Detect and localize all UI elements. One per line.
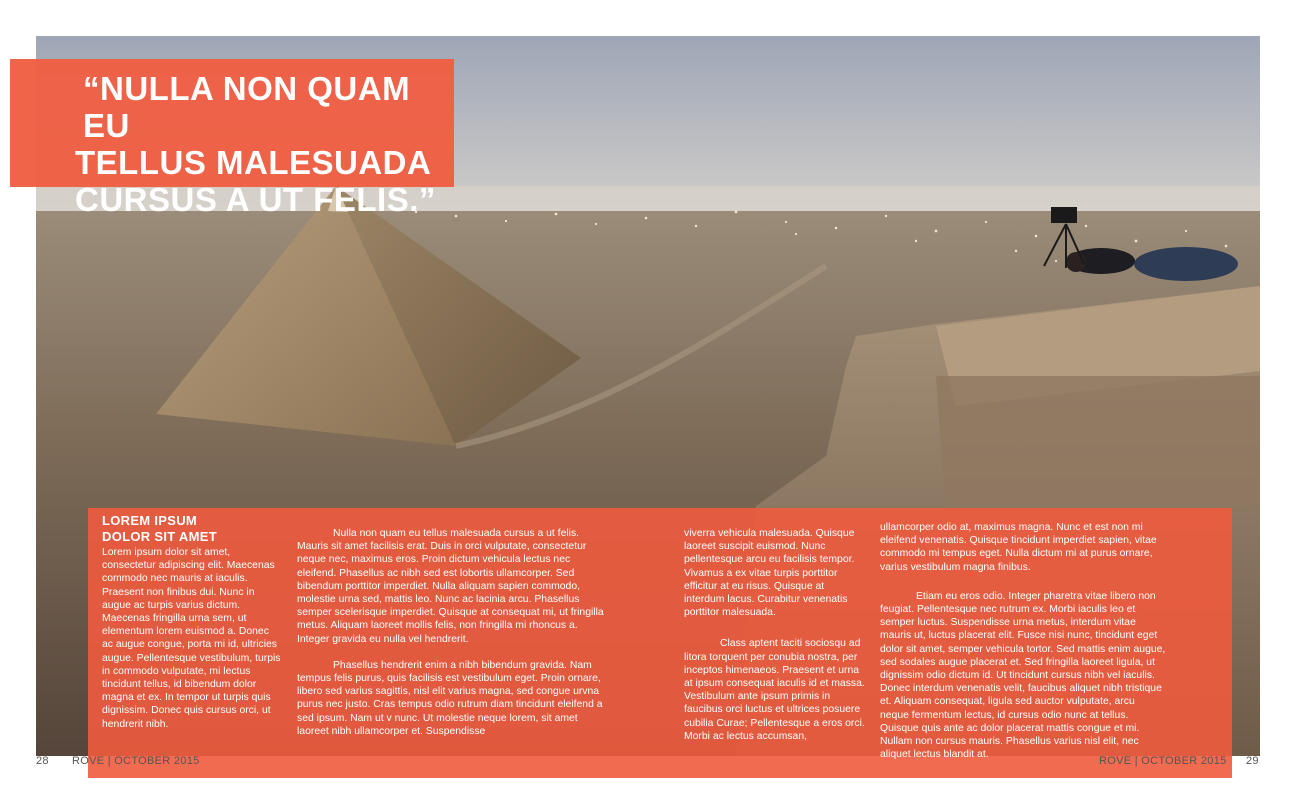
running-footer-left: ROVE | OCTOBER 2015	[72, 755, 200, 767]
article-paragraph: Nulla non quam eu tellus malesuada cursus a ut felis. Mauris sit amet facilisis erat. Duis in orci vulputate, consectetur neque nec, maximus eros. Proin dictum vehicula lectus nec eleifend. Phasellus ac nibh sed est lobortis ullamcorper. Sed bibendum porttitor imperdiet. Nulla aliquam sapien commodo, molestie urna sed, mattis leo. Nunc ac lacinia arcu. Phasellus semper scelerisque imperdiet. Quisque at consequat mi, ut fringilla metus. Aliquam laoreet mollis felis, non fringilla mi rhoncus a. Integer gravida eu nulla vel hendrerit.	[297, 528, 604, 645]
article-column-1	[102, 514, 282, 731]
article-paragraph: Lorem ipsum dolor sit amet, consectetur adipiscing elit. Maecenas commodo nec mauris at iaculis. Praesent non finibus dui. Nunc in augue ac turpis varius dictum. Maecenas fringilla urna sem, ut elementum lorem euismod a. Donec ac augue congue, porta mi id, ultricies augue. Pellentesque vestibulum, turpis in commodo vulputate, mi lectus tincidunt tellus, id bibendum dolor magna et ex. In tempor ut turpis quis dignissim. Donec quis cursus orci, ut hendrerit nibh.	[102, 547, 281, 730]
article-heading-line-1: LOREM IPSUM	[102, 513, 198, 528]
pull-quote-line-2: TELLUS MALESUADA	[75, 144, 432, 181]
article-paragraph: viverra vehicula malesuada. Quisque laoreet suscipit euismod. Nunc pellentesque arcu eu facilisis tempor. Vivamus a ex vitae turpis porttitor efficitur at eu risus. Quisque at interdum lacus. Curabitur venenatis porttitor malesuada.	[684, 528, 855, 619]
article-paragraph: Phasellus hendrerit enim a nibh bibendum gravida. Nam tempus felis purus, quis facilisis est vestibulum eget. Proin ornare, libero sed varius sagittis, nisl elit varius magna, sed congue urvna purus nec justo. Cras tempus odio rutrum diam tincidunt eleifend a sed ipsum. Nam ut v nunc. Ut molestie neque lorem, sit amet laoreet nibh ullamcorper et. Suspendisse	[297, 659, 603, 737]
article-heading-line-2: DOLOR SIT AMET	[102, 529, 217, 544]
article-paragraph: ullamcorper odio at, maximus magna. Nunc et est non mi eleifend venenatis. Quisque tincidunt imperdiet sapien, vitae commodo mi tempus eget. Nulla dictum mi at purus ornare, varius vestibulum magna finibus.	[880, 522, 1157, 573]
pull-quote-line-1: “NULLA NON QUAM EU	[83, 70, 411, 144]
pull-quote	[75, 70, 465, 218]
pull-quote-line-3: CURSUS A UT FELIS.”	[75, 181, 436, 218]
article-paragraph: Class aptent taciti sociosqu ad litora torquent per conubia nostra, per inceptos himenaeos. Praesent et urna at ipsum consequat iaculis id et massa. Vestibulum ante ipsum primis in faucibus orci luctus et ultrices posuere cubilia Curae; Pellentesque a eros orci. Morbi ac lectus accumsan,	[684, 638, 865, 742]
page-number-right: 29	[1246, 755, 1259, 767]
running-footer-right: ROVE | OCTOBER 2015	[1099, 755, 1227, 767]
article-column-2	[297, 527, 607, 738]
page-number-left: 28	[36, 755, 49, 767]
block-row	[936, 376, 1260, 516]
article-paragraph: Etiam eu eros odio. Integer pharetra vitae libero non feugiat. Pellentesque nec rutrum ex. Morbi iaculis leo et semper luctus. Suspendisse urna metus, interdum vitae mauris ut, luctus placerat elit. Fusce nisi nunc, tincidunt eget dolor sit amet, semper vehicula tortor. Sed mattis enim augue, sed sodales augue placerat et. Sed fringilla laoreet ligula, ut dignissim odio dictum id. Ut tincidunt cursus nibh vel iaculis. Donec interdum venenatis velit, faucibus aliquet nibh tristique et. Aliquam consequat, ligula sed auctor vulputate, arcu neque fermentum lectus, id cursus odio nunc at tellus. Quisque quis ante ac dolor placerat mattis congue et mi. Nullam non cursus mauris. Phasellus varius nisl elit, nec aliquet lectus blandit at.	[880, 590, 1166, 761]
article-column-4	[880, 521, 1166, 761]
article-column-3	[684, 527, 866, 743]
